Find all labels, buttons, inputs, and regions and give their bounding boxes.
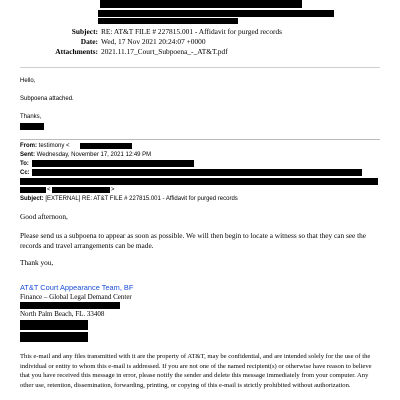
fwd-to-label: To: (20, 161, 29, 167)
fwd-from (20, 142, 70, 150)
redaction-block (20, 332, 88, 342)
redaction-block (98, 18, 238, 24)
header-subject (20, 27, 282, 36)
reply-signoff: Thanks, (20, 114, 42, 120)
fwd-cc-bracket: < (47, 187, 51, 193)
header-attachments (20, 47, 228, 56)
header-date-label: Date: (80, 37, 98, 46)
disclaimer: This e-mail and any files transmitted with it are the property of AT&T, may be confidential, and are intended solely for the use of the individual or entity to whom this e-mail is addressed. If you are not one of the named recipient(s) or otherwise have reason to believe that you have received this message in error, please notify the sender and delete this message immediately from your computer. Any other use, retention, dissemination, forwarding, printing, or copying of this e-mail is strictly prohibited without authorization. (20, 353, 372, 389)
reply-line: Subpoena attached. (20, 96, 74, 102)
signature-city: North Palm Beach, FL. 33408 (20, 310, 105, 318)
header-divider (20, 67, 380, 68)
attachment-link[interactable]: 2021.11.17_Court_Subpoena_-_AT&T.pdf (101, 47, 228, 56)
fwd-from-label: From: (20, 143, 37, 149)
message-greeting: Good afternoon, (20, 212, 68, 221)
redaction-block (20, 302, 120, 309)
fwd-subject (20, 195, 238, 203)
forward-divider (20, 139, 380, 140)
fwd-sent-value: Wednesday, November 17, 2021 12:49 PM (36, 152, 152, 158)
redaction-block (100, 0, 302, 8)
message-paragraph: Please send us a subpoena to appear as soon as possible. We will then begin to locate a witness so that they can see the records and travel arrangements can be made. (20, 231, 366, 250)
header-date-value: Wed, 17 Nov 2021 20:24:07 +0000 (101, 37, 206, 46)
redaction-block (20, 178, 378, 185)
redaction-block (20, 123, 44, 130)
redaction-block (20, 187, 46, 193)
fwd-subject-value: [EXTERNAL] RE: AT&T FILE # 227815.001 - Affidavit for purged records (45, 196, 238, 202)
message-thanks: Thank you, (20, 258, 54, 267)
redaction-block (32, 169, 362, 176)
redaction-block (20, 320, 88, 330)
fwd-subject-label: Subject: (20, 196, 44, 202)
redaction-block (98, 10, 334, 17)
header-date (20, 37, 206, 46)
header-subject-label: Subject: (71, 27, 98, 36)
fwd-sent-label: Sent: (20, 152, 35, 158)
header-subject-value: RE: AT&T FILE # 227815.001 - Affidavit for purged records (101, 27, 283, 36)
fwd-sent (20, 151, 151, 159)
redaction-block (80, 143, 132, 149)
redaction-block (32, 160, 194, 167)
fwd-cc-label: Cc: (20, 170, 30, 176)
signature-team: AT&T Court Appearance Team, BF (20, 283, 134, 292)
redaction-block (52, 187, 110, 193)
fwd-cc-tail: > (111, 187, 115, 193)
reply-greeting: Hello, (20, 78, 36, 84)
signature-dept: Finance – Global Legal Demand Center (20, 293, 132, 301)
header-attachments-label: Attachments: (55, 47, 98, 56)
fwd-from-value: testimony < (38, 143, 70, 149)
